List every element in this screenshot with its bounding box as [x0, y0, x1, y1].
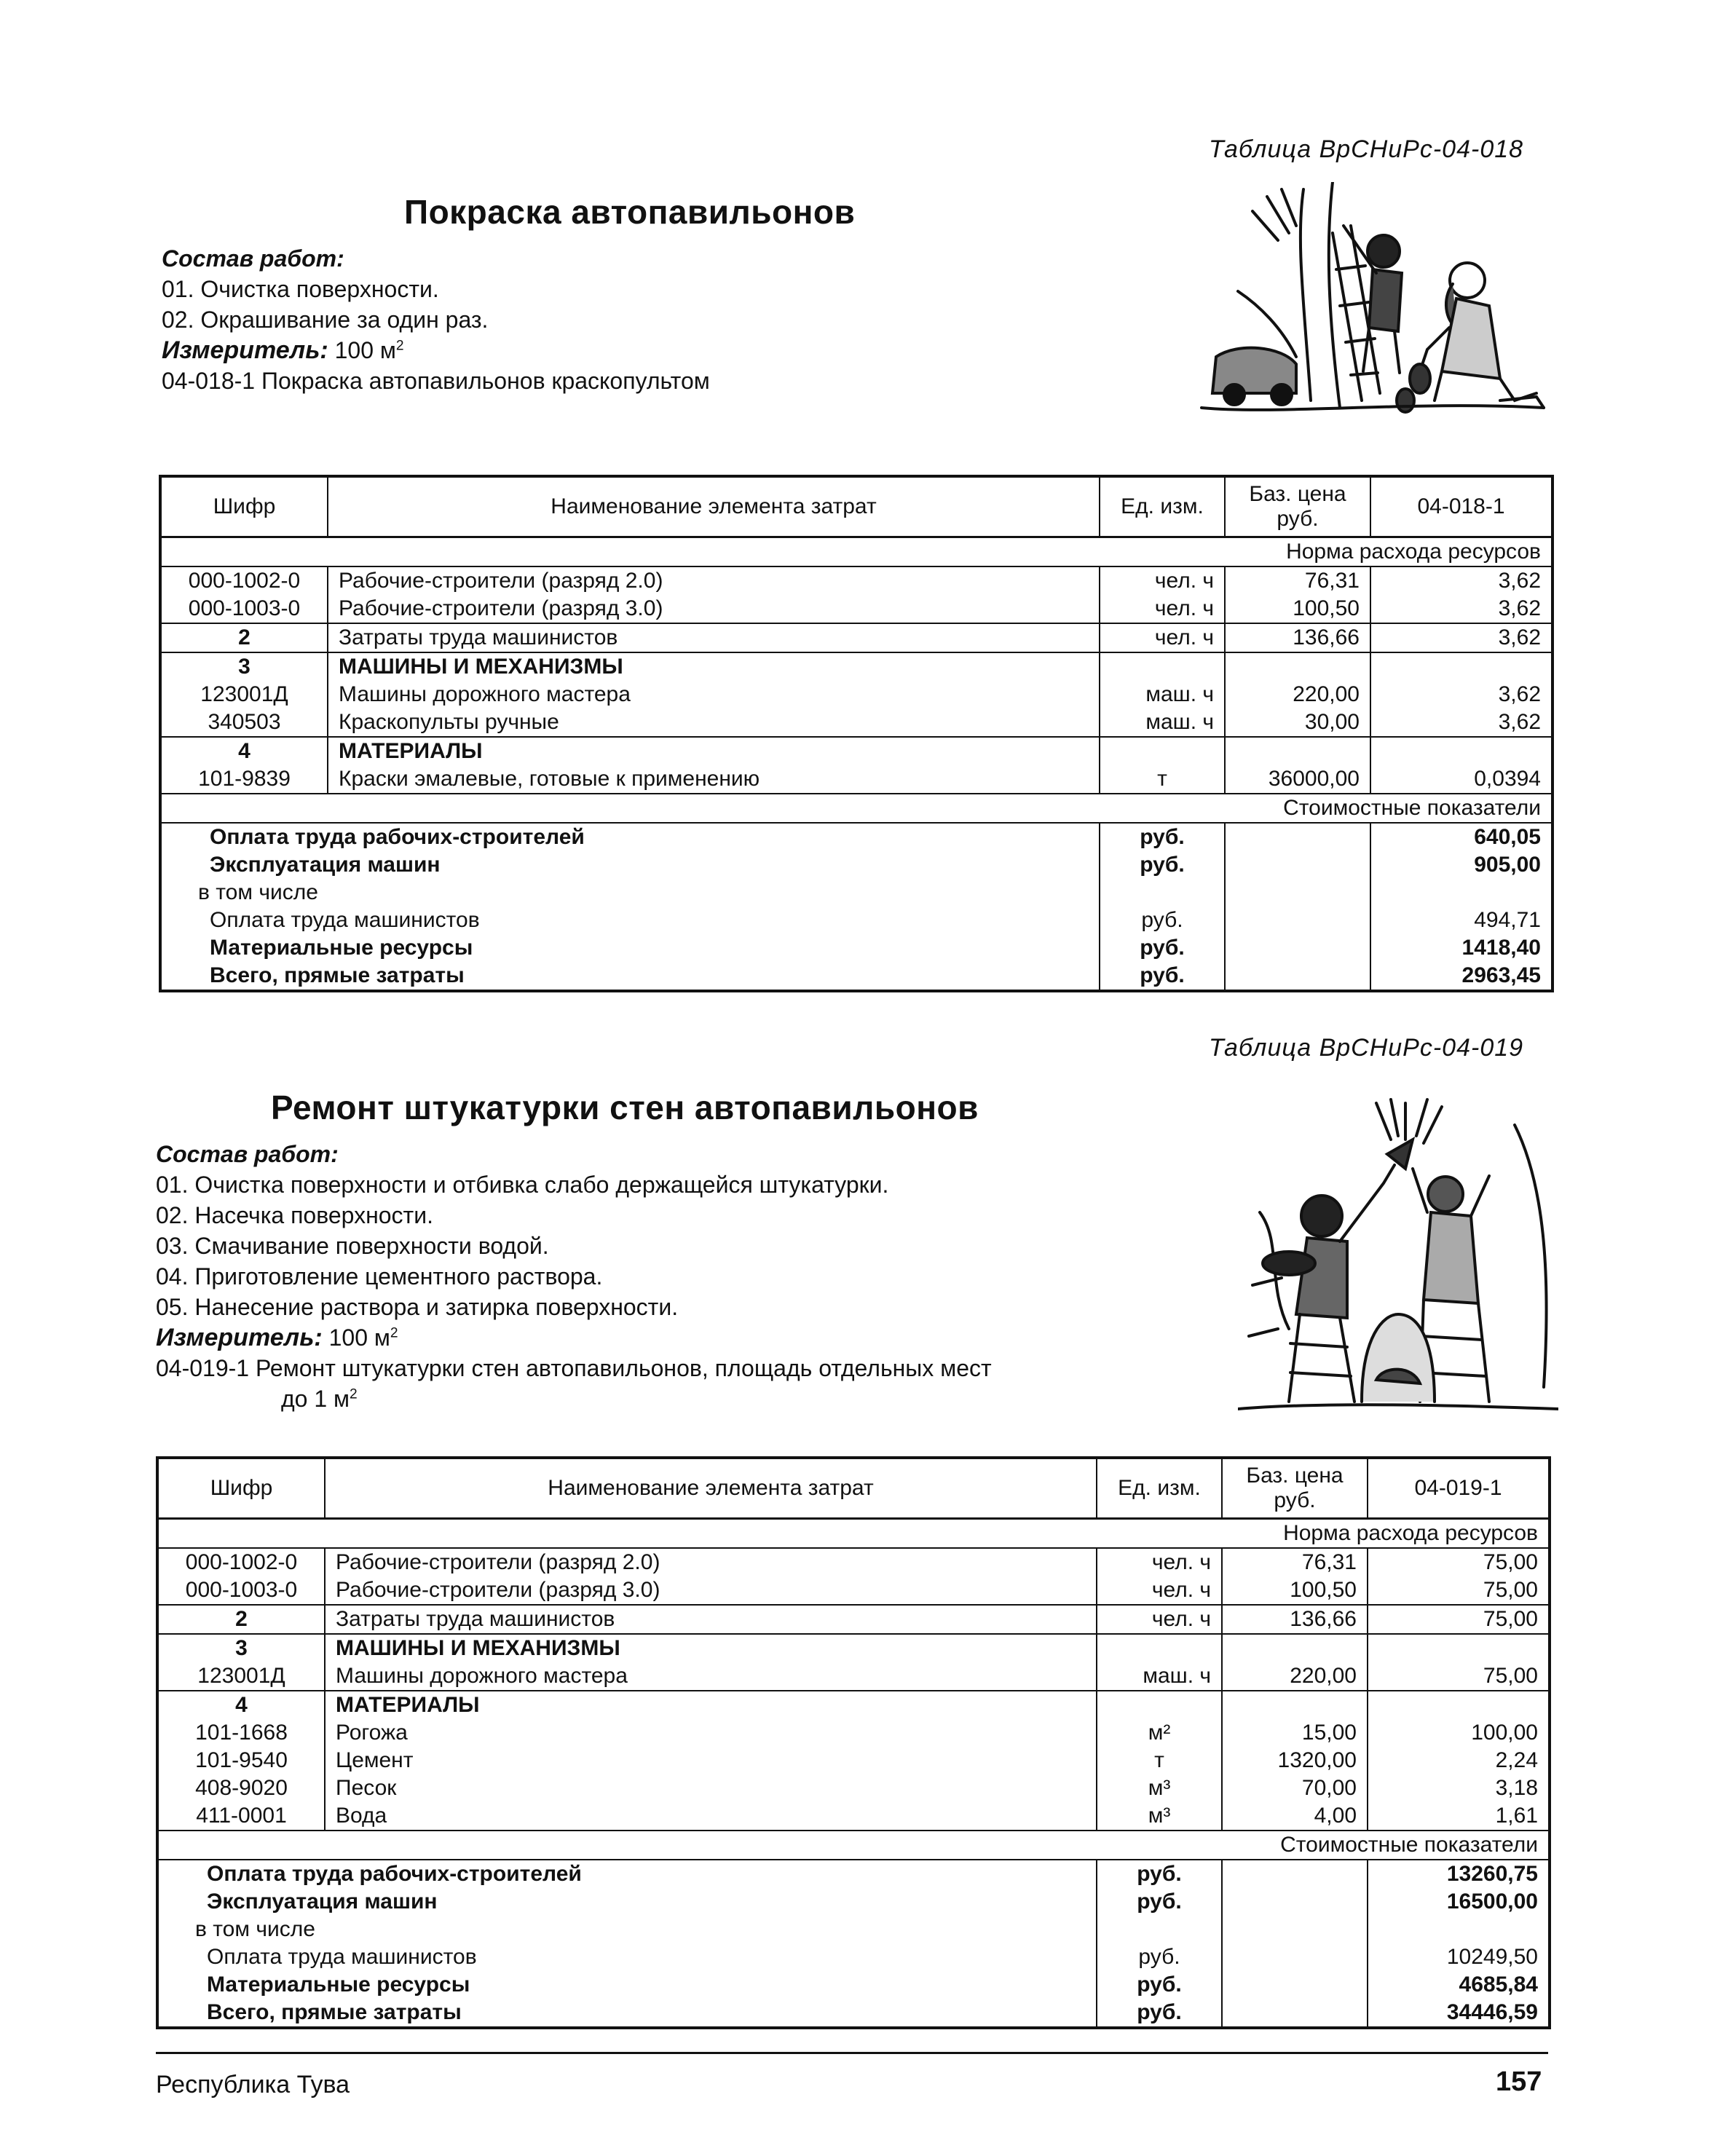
total-row: Материальные ресурсы руб. 4685,84 — [157, 1971, 1550, 1999]
total-row: в том числе — [157, 1916, 1550, 1943]
table-row: 123001Д Машины дорожного мастера маш. ч 220,00 75,00 — [157, 1662, 1550, 1691]
header-code: Шифр — [160, 476, 328, 537]
cost-label: Стоимостные показатели — [157, 1831, 1550, 1860]
table-row: 411-0001 Вода м³ 4,00 1,61 — [157, 1802, 1550, 1831]
table-row: 101-9540 Цемент т 1320,00 2,24 — [157, 1747, 1550, 1774]
norm-row — [160, 537, 1553, 567]
table-row: 000-1002-0 Рабочие-строители (разряд 2.0) чел. ч 76,31 75,00 — [157, 1548, 1550, 1576]
footer-rule — [156, 2052, 1548, 2054]
code-line-cont: до 1 $м^2$ — [281, 1386, 358, 1412]
header-unit: Ед. изм. — [1100, 476, 1225, 537]
header-code: Шифр — [157, 1458, 325, 1519]
table-row: 340503 Краскопульты ручные маш. ч 30,00 3,62 — [160, 708, 1553, 737]
work-composition — [162, 243, 710, 396]
header-column: 04-018-1 — [1370, 476, 1553, 537]
cost-row — [160, 794, 1553, 823]
code-line: 04-018-1 Покраска автопавильонов краскопультом — [162, 368, 710, 394]
meter-line: Измеритель: 100 $м^2$ — [162, 336, 404, 364]
norm-label: Норма расхода ресурсов — [160, 537, 1553, 567]
work-item: 02. Насечка поверхности. — [156, 1202, 433, 1228]
work-item: 04. Приготовление цементного раствора. — [156, 1263, 603, 1290]
meter-value: 100 м — [328, 1324, 390, 1351]
plasterers-illustration — [1238, 1096, 1558, 1416]
resource-table — [156, 1456, 1551, 2029]
meter-value: 100 м — [334, 337, 396, 363]
norm-label: Норма расхода ресурсов — [157, 1519, 1550, 1549]
work-composition-label: Состав работ: — [156, 1141, 339, 1167]
table-header — [157, 1458, 1550, 1519]
work-item: 03. Смачивание поверхности водой. — [156, 1233, 549, 1259]
work-item: 01. Очистка поверхности и отбивка слабо держащейся штукатурки. — [156, 1172, 889, 1198]
total-row: Оплата труда рабочих-строителей руб. 640,05 — [160, 823, 1553, 851]
total-row: Оплата труда рабочих-строителей руб. 13260,75 — [157, 1860, 1550, 1888]
total-row: Эксплуатация машин руб. 16500,00 — [157, 1888, 1550, 1916]
section-title: Ремонт штукатурки стен автопавильонов — [271, 1089, 979, 1126]
norm-row — [157, 1519, 1550, 1549]
work-item: 01. Очистка поверхности. — [162, 276, 439, 302]
header-name: Наименование элемента затрат — [328, 476, 1100, 537]
total-row: Оплата труда машинистов руб. 494,71 — [160, 907, 1553, 934]
cost-label: Стоимостные показатели — [160, 794, 1553, 823]
table-id: Таблица ВрСНиРс-04-019 — [1209, 1034, 1524, 1062]
total-row: Всего, прямые затраты руб. 34446,59 — [157, 1999, 1550, 2028]
table-row: 3 МАШИНЫ И МЕХАНИЗМЫ — [160, 652, 1553, 681]
meter-label: Измеритель: — [156, 1324, 323, 1351]
work-composition — [156, 1139, 992, 1414]
table-row: 2 Затраты труда машинистов чел. ч 136,66 3,62 — [160, 623, 1553, 652]
total-row: в том числе — [160, 879, 1553, 907]
code-line: 04-019-1 Ремонт штукатурки стен автопавильонов, площадь отдельных мест — [156, 1355, 992, 1381]
table-row: 000-1003-0 Рабочие-строители (разряд 3.0) чел. ч 100,50 3,62 — [160, 595, 1553, 623]
table-row: 101-9839 Краски эмалевые, готовые к применению т 36000,00 0,0394 — [160, 765, 1553, 794]
header-column: 04-019-1 — [1368, 1458, 1550, 1519]
table-row: 000-1003-0 Рабочие-строители (разряд 3.0) чел. ч 100,50 75,00 — [157, 1576, 1550, 1605]
total-row: Материальные ресурсы руб. 1418,40 — [160, 934, 1553, 962]
work-item: 05. Нанесение раствора и затирка поверхности. — [156, 1294, 679, 1320]
section-title: Покраска автопавильонов — [404, 193, 856, 231]
table-row: 408-9020 Песок м³ 70,00 3,18 — [157, 1774, 1550, 1802]
page-number: 157 — [1496, 2066, 1542, 2097]
table-id: Таблица ВрСНиРс-04-018 — [1209, 135, 1524, 163]
work-item: 02. Окрашивание за один раз. — [162, 307, 489, 333]
header-unit: Ед. изм. — [1097, 1458, 1222, 1519]
meter-line: Измеритель: 100 $м^2$ — [156, 1324, 398, 1351]
table-header — [160, 476, 1553, 537]
resource-table — [159, 475, 1554, 992]
table-row: 000-1002-0 Рабочие-строители (разряд 2.0) чел. ч 76,31 3,62 — [160, 566, 1553, 595]
table-row: 2 Затраты труда машинистов чел. ч 136,66 75,00 — [157, 1605, 1550, 1634]
table-row: 4 МАТЕРИАЛЫ — [160, 737, 1553, 765]
total-row: Всего, прямые затраты руб. 2963,45 — [160, 962, 1553, 991]
header-price: Баз. цена руб. — [1222, 1458, 1368, 1519]
painters-illustration — [1194, 182, 1551, 430]
table-row: 101-1668 Рогожа м² 15,00 100,00 — [157, 1719, 1550, 1747]
work-composition-label: Состав работ: — [162, 245, 344, 272]
header-name: Наименование элемента затрат — [325, 1458, 1097, 1519]
header-price: Баз. цена руб. — [1225, 476, 1370, 537]
total-row: Эксплуатация машин руб. 905,00 — [160, 851, 1553, 879]
table-row: 123001Д Машины дорожного мастера маш. ч 220,00 3,62 — [160, 681, 1553, 708]
table-row: 4 МАТЕРИАЛЫ — [157, 1691, 1550, 1719]
table-row: 3 МАШИНЫ И МЕХАНИЗМЫ — [157, 1634, 1550, 1662]
footer-region: Республика Тува — [156, 2071, 350, 2098]
meter-label: Измеритель: — [162, 336, 328, 364]
total-row: Оплата труда машинистов руб. 10249,50 — [157, 1943, 1550, 1971]
cost-row — [157, 1831, 1550, 1860]
